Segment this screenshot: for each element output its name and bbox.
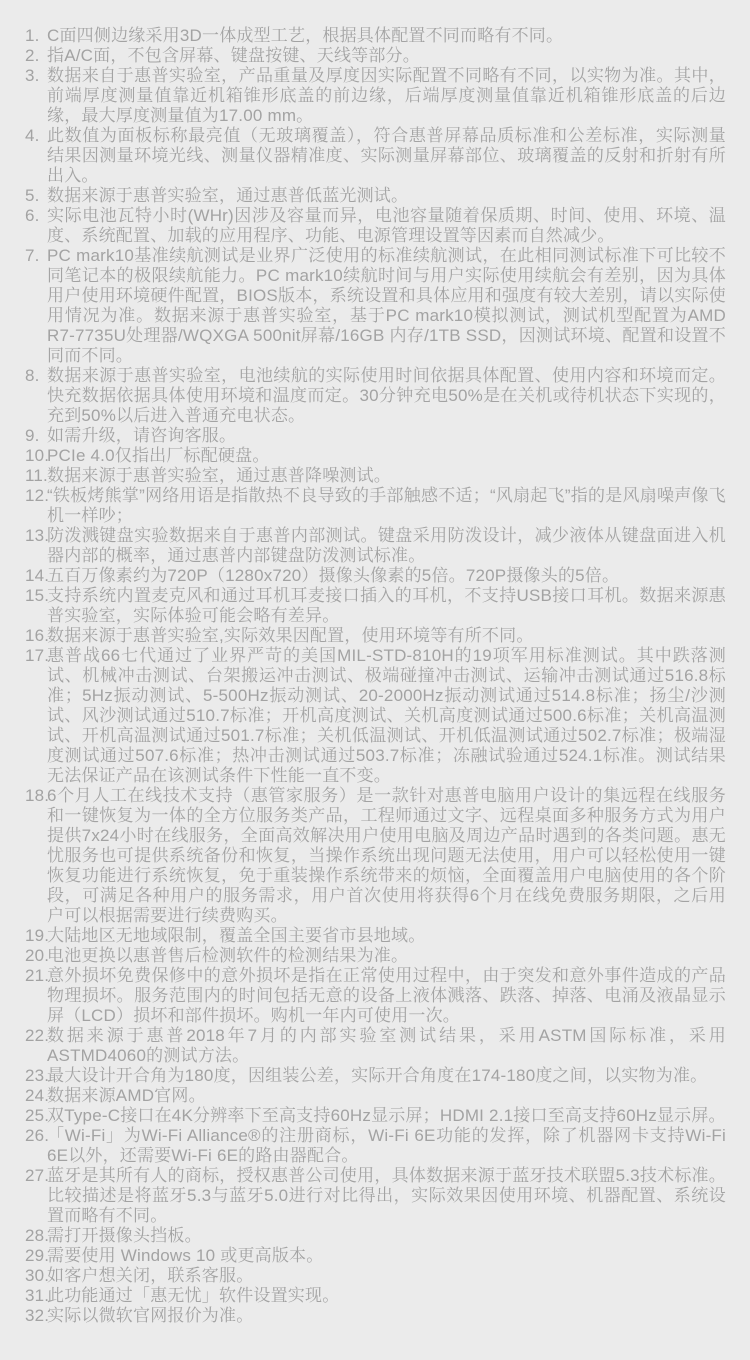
footnote-number: 22. bbox=[25, 1026, 50, 1045]
footnote-number: 4. bbox=[25, 126, 40, 145]
footnote-number: 13. bbox=[25, 526, 50, 545]
footnote-item bbox=[25, 1286, 726, 1306]
footnote-number: 32. bbox=[25, 1306, 50, 1325]
footnote-item bbox=[25, 246, 726, 366]
footnote-text: 数据来源于惠普实验室,实际效果因配置，使用环境等有所不同。 bbox=[47, 626, 534, 645]
footnote-text: 此功能通过「惠无忧」软件设置实现。 bbox=[47, 1286, 340, 1305]
footnote-number: 3. bbox=[25, 66, 40, 85]
footnote-item bbox=[25, 786, 726, 926]
footnote-number: 26. bbox=[25, 1126, 50, 1145]
footnote-number: 27. bbox=[25, 1166, 50, 1185]
footnote-number: 2. bbox=[25, 46, 40, 65]
footnote-text: 最大设计开合角为180度，因组装公差，实际开合角度在174-180度之间，以实物为准。 bbox=[47, 1066, 708, 1085]
footnote-text: 指A/C面，不包含屏幕、键盘按键、天线等部分。 bbox=[47, 46, 420, 65]
footnote-number: 29. bbox=[25, 1246, 50, 1265]
footnote-text: 防泼溅键盘实验数据来自于惠普内部测试。键盘采用防泼设计，减少液体从键盘面进入机器内部的概率，通过惠普内部键盘防泼测试标准。 bbox=[47, 526, 726, 565]
footnote-text: C面四侧边缘采用3D一体成型工艺，根据具体配置不同而略有不同。 bbox=[47, 26, 564, 45]
footnote-text: 意外损坏免费保修中的意外损坏是指在正常使用过程中，由于突发和意外事件造成的产品物理损坏。服务范围内的时间包括无意的设备上液体溅落、跌落、掉落、电涌及液晶显示屏（LCD）损坏和部件损坏。购机一年内可使用一次。 bbox=[47, 966, 726, 1025]
footnote-text: 数据来自于惠普实验室，产品重量及厚度因实际配置不同略有不同，以实物为准。其中，前端厚度测量值靠近机箱锥形底盖的前边缘，后端厚度测量值靠近机箱锥形底盖的后边缘，最大厚度测量值为17.00 mm。 bbox=[47, 66, 726, 125]
footnote-item bbox=[25, 426, 726, 446]
footnote-number: 19. bbox=[25, 926, 50, 945]
footnote-item bbox=[25, 1166, 726, 1226]
footnote-number: 18. bbox=[25, 786, 50, 805]
footnote-item bbox=[25, 1246, 726, 1266]
footnote-number: 23. bbox=[25, 1066, 50, 1085]
footnote-text: “铁板烤熊掌”网络用语是指散热不良导致的手部触感不适；“风扇起飞”指的是风扇噪声像飞机一样吵； bbox=[47, 486, 726, 525]
footnote-text: 需要使用 Windows 10 或更高版本。 bbox=[47, 1246, 324, 1265]
footnote-text: 6个月人工在线技术支持（惠管家服务）是一款针对惠普电脑用户设计的集远程在线服务和一键恢复为一体的全方位服务类产品，工程师通过文字、远程桌面多种服务方式为用户提供7x24小时在线服务，全面高效解决用户使用电脑及周边产品时遇到的各类问题。惠无忧服务也可提供系统备份和恢复，当操作系统出现问题无法使用，用户可以轻松使用一键恢复功能进行系统恢复，免于重装操作系统带来的烦恼，全面覆盖用户电脑使用的各个阶段，可满足各种用户的服务需求，用户首次使用将获得6个月在线免费服务期限，之后用户可以根据需要进行续费购买。 bbox=[47, 786, 726, 925]
footnote-item bbox=[25, 1226, 726, 1246]
footnote-text: 实际以微软官网报价为准。 bbox=[47, 1306, 254, 1325]
footnote-text: 数据来源于惠普2018年7月的内部实验室测试结果，采用ASTM国际标准，采用ASTMD4060的测试方法。 bbox=[47, 1026, 726, 1065]
footnote-item bbox=[25, 646, 726, 786]
footnote-item bbox=[25, 206, 726, 246]
footnote-item bbox=[25, 626, 726, 646]
footnote-text: PC mark10基准续航测试是业界广泛使用的标准续航测试，在此相同测试标准下可比较不同笔记本的极限续航能力。PC mark10续航时间与用户实际使用续航会有差别，因为具体用户使用环境硬件配置，BIOS版本，系统设置和具体应用和强度有较大差别，请以实际使用情况为准。数据来源于惠普实验室，基于PC mark10模拟测试，测试机型配置为AMD R7-7735U处理器/WQXGA 500nit屏幕/16GB 内存/1TB SSD，因测试环境、配置和设置不同而不同。 bbox=[47, 246, 726, 365]
footnote-number: 7. bbox=[25, 246, 40, 265]
footnote-item bbox=[25, 1266, 726, 1286]
footnote-number: 6. bbox=[25, 206, 40, 225]
footnote-text: 实际电池瓦特小时(WHr)因涉及容量而异，电池容量随着保质期、时间、使用、环境、温度、系统配置、加载的应用程序、功能、电源管理设置等因素而自然减少。 bbox=[47, 206, 726, 245]
footnote-text: 此数值为面板标称最亮值（无玻璃覆盖），符合惠普屏幕品质标准和公差标准，实际测量结果因测量环境光线、测量仪器精准度、实际测量屏幕部位、玻璃覆盖的反射和折射有所出入。 bbox=[47, 126, 726, 185]
footnote-item bbox=[25, 1106, 726, 1126]
footnote-item bbox=[25, 1086, 726, 1106]
footnote-item bbox=[25, 126, 726, 186]
footnote-number: 14. bbox=[25, 566, 50, 585]
footnote-text: 支持系统内置麦克风和通过耳机耳麦接口插入的耳机，不支持USB接口耳机。数据来源惠普实验室，实际体验可能会略有差异。 bbox=[47, 586, 726, 625]
footnote-number: 8. bbox=[25, 366, 40, 385]
footnote-number: 28. bbox=[25, 1226, 50, 1245]
footnote-number: 30. bbox=[25, 1266, 50, 1285]
footnote-item bbox=[25, 926, 726, 946]
footnote-text: PCIe 4.0仅指出厂标配硬盘。 bbox=[47, 446, 270, 465]
footnote-number: 16. bbox=[25, 626, 50, 645]
footnote-text: 数据来源AMD官网。 bbox=[47, 1086, 206, 1105]
footnote-number: 11. bbox=[25, 466, 48, 485]
footnote-text: 「Wi-Fi」为Wi-Fi Alliance®的注册商标，Wi-Fi 6E功能的发挥，除了机器网卡支持Wi-Fi 6E以外，还需要Wi-Fi 6E的路由器配合。 bbox=[47, 1126, 726, 1165]
footnote-item bbox=[25, 46, 726, 66]
footnote-item bbox=[25, 1306, 726, 1326]
footnote-number: 21. bbox=[25, 966, 50, 985]
footnote-text: 大陆地区无地域限制，覆盖全国主要省市县地域。 bbox=[47, 926, 426, 945]
footnote-text: 电池更换以惠普售后检测软件的检测结果为准。 bbox=[47, 946, 409, 965]
footnote-item bbox=[25, 946, 726, 966]
footnote-text: 如客户想关闭，联系客服。 bbox=[47, 1266, 254, 1285]
footnote-text: 惠普战66七代通过了业界严苛的美国MIL-STD-810H的19项军用标准测试。其中跌落测试、机械冲击测试、台架搬运冲击测试、极端碰撞冲击测试、运输冲击测试通过516.8标准；5Hz振动测试、5-500Hz振动测试、20-2000Hz振动测试通过514.8标准；扬尘/沙测试、风沙测试通过510.7标准；开机高度测试、关机高度测试通过500.6标准；关机高温测试、开机高温测试通过501.7标准；关机低温测试、开机低温测试通过502.7标准；极端湿度测试通过507.6标准；热冲击测试通过503.7标准；冻融试验通过524.1标准。测试结果无法保证产品在该测试条件下性能一直不变。 bbox=[47, 646, 726, 785]
footnote-item bbox=[25, 486, 726, 526]
footnote-item bbox=[25, 1126, 726, 1166]
footnote-item bbox=[25, 66, 726, 126]
footnote-number: 17. bbox=[25, 646, 50, 665]
footnote-number: 10. bbox=[25, 446, 50, 465]
footnote-item bbox=[25, 1026, 726, 1066]
footnote-item bbox=[25, 26, 726, 46]
footnote-text: 数据来源于惠普实验室，通过惠普低蓝光测试。 bbox=[47, 186, 409, 205]
footnote-number: 1. bbox=[25, 26, 40, 45]
footnote-number: 20. bbox=[25, 946, 50, 965]
footnote-number: 15. bbox=[25, 586, 50, 605]
footnote-item bbox=[25, 526, 726, 566]
footnote-number: 31. bbox=[25, 1286, 50, 1305]
footnote-item bbox=[25, 466, 726, 486]
footnote-number: 12. bbox=[25, 486, 50, 505]
footnote-item bbox=[25, 586, 726, 626]
footnote-text: 五百万像素约为720P（1280x720）摄像头像素的5倍。720P摄像头的5倍。 bbox=[47, 566, 620, 585]
footnote-item bbox=[25, 566, 726, 586]
footnote-item bbox=[25, 366, 726, 426]
footnote-text: 如需升级，请咨询客服。 bbox=[47, 426, 237, 445]
footnote-number: 24. bbox=[25, 1086, 50, 1105]
footnote-item bbox=[25, 966, 726, 1026]
footnote-text: 数据来源于惠普实验室，电池续航的实际使用时间依据具体配置、使用内容和环境而定。快充数据依据具体使用环境和温度而定。30分钟充电50%是在关机或待机状态下实现的，充到50%以后进入普通充电状态。 bbox=[47, 366, 726, 425]
footnote-text: 双Type-C接口在4K分辨率下至高支持60Hz显示屏；HDMI 2.1接口至高支持60Hz显示屏。 bbox=[47, 1106, 726, 1125]
footnote-number: 25. bbox=[25, 1106, 50, 1125]
footnote-item bbox=[25, 1066, 726, 1086]
footnote-item bbox=[25, 446, 726, 466]
footnote-number: 5. bbox=[25, 186, 40, 205]
footnote-item bbox=[25, 186, 726, 206]
footnote-text: 数据来源于惠普实验室，通过惠普降噪测试。 bbox=[47, 466, 391, 485]
footnote-text: 蓝牙是其所有人的商标，授权惠普公司使用，具体数据来源于蓝牙技术联盟5.3技术标准。比较描述是将蓝牙5.3与蓝牙5.0进行对比得出，实际效果因使用环境、机器配置、系统设置而略有不同。 bbox=[47, 1166, 726, 1225]
footnote-number: 9. bbox=[25, 426, 40, 445]
footnote-text: 需打开摄像头挡板。 bbox=[47, 1226, 202, 1245]
